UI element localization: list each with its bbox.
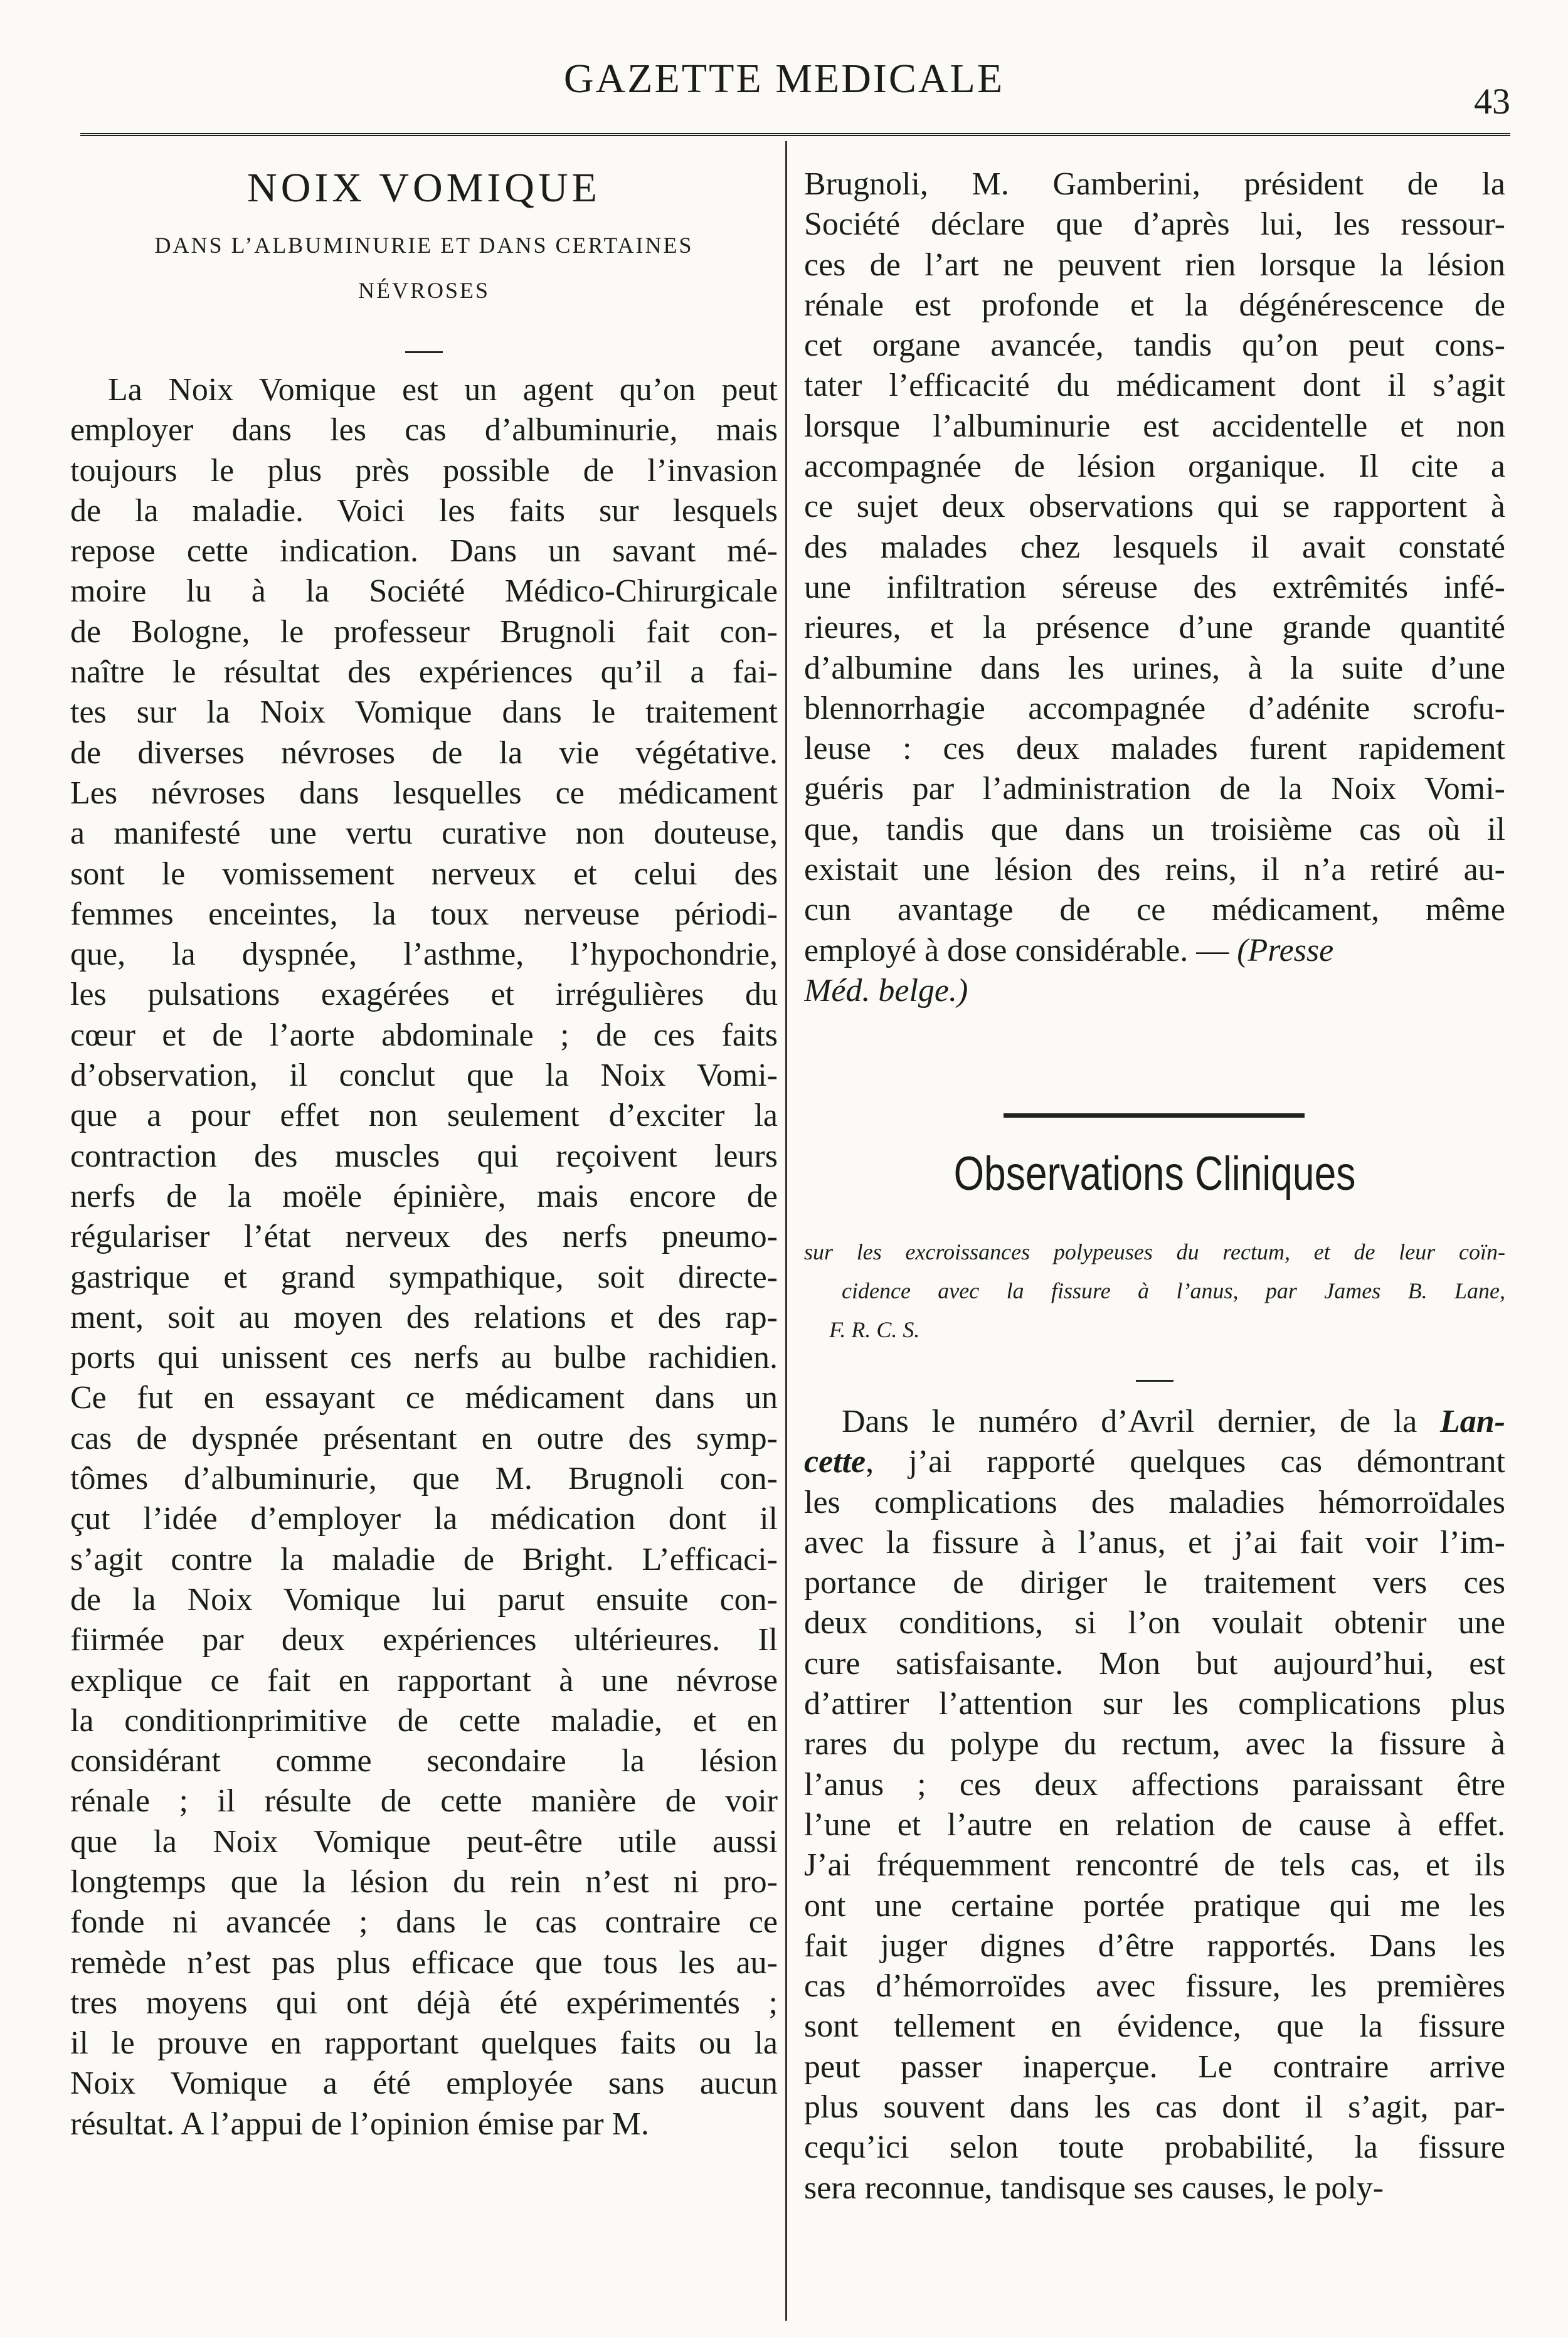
text-line: sur les excroissances polypeuses du rectum, et de leur coïn-	[804, 1239, 1505, 1264]
text-line: repose cette indication. Dans un savant mé-	[70, 533, 778, 570]
text-line: La Noix Vomique est un agent qu’on peut	[108, 372, 778, 408]
text-line: guéris par l’administration de la Noix Vomi-	[804, 771, 1505, 807]
text-line: de diverses névroses de la vie végétative.	[70, 734, 778, 771]
text-line: F. R. C. S.	[829, 1317, 920, 1342]
text-line: rénale est profonde et la dégénérescence de	[804, 287, 1505, 323]
header-rule	[80, 133, 1510, 136]
text-line: ment, soit au moyen des relations et des rap-	[70, 1299, 778, 1335]
text-line: gastrique et grand sympathique, soit directe-	[70, 1259, 778, 1295]
text-line	[804, 1442, 1505, 1482]
text-line: avec la fissure à l’anus, et j’ai fait voir l’im-	[804, 1524, 1505, 1561]
text-line: l’anus ; ces deux affections paraissant être	[804, 1766, 1505, 1803]
text-line: cet organe avancée, tandis qu’on peut cons-	[804, 327, 1505, 364]
text-line: ces de l’art ne peuvent rien lorsque la lésion	[804, 246, 1505, 283]
text-line: Les névroses dans lesquelles ce médicament	[70, 775, 778, 811]
text-line: sont le vomissement nerveux et celui des	[70, 856, 778, 892]
text-line: fonde ni avancée ; dans le cas contraire ce	[70, 1904, 778, 1941]
text-line: explique ce fait en rapportant à une névrose	[70, 1662, 778, 1698]
section-dash	[405, 351, 443, 353]
text-line: s’agit contre la maladie de Bright. L’efficaci-	[70, 1541, 778, 1577]
text-line: portance de diriger le traitement vers ces	[804, 1565, 1505, 1601]
text-line: femmes enceintes, la toux nerveuse périodi-	[70, 896, 778, 932]
text-line: blennorrhagie accompagnée d’adénite scrofu-	[804, 690, 1505, 726]
text-line: ports qui unissent ces nerfs au bulbe rachidien.	[70, 1340, 778, 1376]
text-line: tes sur la Noix Vomique dans le traitement	[70, 694, 778, 731]
text-line: tres moyens qui ont déjà été expérimentés ;	[70, 1985, 778, 2021]
citation-italic: (Presse	[1237, 932, 1334, 968]
text-line: d’albumine dans les urines, à la suite d’une	[804, 650, 1505, 686]
text-line: Brugnoli, M. Gamberini, président de la	[804, 166, 1505, 202]
text-line: les pulsations exagérées et irrégulières du	[70, 977, 778, 1013]
section-dash-2	[1136, 1380, 1173, 1382]
journal-title: GAZETTE MEDICALE	[563, 56, 1005, 102]
section-separator-rule	[1004, 1113, 1305, 1118]
text-line: toujours le plus près possible de l’invasion	[70, 452, 778, 489]
text-line: rares du polype du rectum, avec la fissure à	[804, 1726, 1505, 1762]
text-line: les complications des maladies hémorroïdales	[804, 1484, 1505, 1520]
text-line: de la Noix Vomique lui parut ensuite con-	[70, 1581, 778, 1618]
text-line: Ce fut en essayant ce médicament dans un	[70, 1380, 778, 1416]
article-subtitle	[804, 1232, 1505, 1349]
text-line: çut l’idée d’employer la médication dont il	[70, 1501, 778, 1537]
text-line: cas de dyspnée présentant en outre des symp-	[70, 1420, 778, 1456]
text-line: longtemps que la lésion du rein n’est ni pro-	[70, 1863, 778, 1900]
text-line: rénale ; il résulte de cette manière de voir	[70, 1783, 778, 1820]
text-line: régulariser l’état nerveux des nerfs pneumo-	[70, 1219, 778, 1255]
text-line: peut passer inaperçue. Le contraire arrive	[804, 2048, 1505, 2085]
text-line	[804, 931, 1505, 971]
text-line: que, la dyspnée, l’asthme, l’hypochondrie,	[70, 936, 778, 973]
text-line: cun avantage de ce médicament, même	[804, 892, 1505, 928]
text-line: naître le résultat des expériences qu’il a fai-	[70, 654, 778, 691]
text-line: nerfs de la moële épinière, mais encore de	[70, 1178, 778, 1214]
text-line: deux conditions, si l’on voulait obtenir une	[804, 1605, 1505, 1641]
text-line: fait juger dignes d’être rapportés. Dans les	[804, 1927, 1505, 1964]
text-line: il le prouve en rapportant quelques faits ou la	[70, 2025, 778, 2062]
text-line: cas d’hémorroïdes avec fissure, les premières	[804, 1968, 1505, 2005]
text-line: Société déclare que d’après lui, les ressour-	[804, 206, 1505, 243]
text-line: tater l’efficacité du médicament dont il s’agit	[804, 368, 1505, 404]
text-line: J’ai fréquemment rencontré de tels cas, et ils	[804, 1847, 1505, 1884]
text-line: de la maladie. Voici les faits sur lesquels	[70, 492, 778, 529]
text-line: ont une certaine portée pratique qui me les	[804, 1887, 1505, 1924]
article-title-observations-cliniques: Observations Cliniques	[953, 1147, 1356, 1200]
left-column-body	[70, 370, 778, 2144]
text-line: résultat. A l’appui de l’opinion émise par M.	[70, 2106, 649, 2142]
text-line: employer dans les cas d’albuminurie, mais	[70, 412, 778, 448]
text-line: ce sujet deux observations qui se rapportent à	[804, 489, 1505, 525]
text-line: cidence avec la fissure à l’anus, par James B. Lane,	[842, 1278, 1505, 1303]
text-line	[804, 1402, 1505, 1442]
text-line: des malades chez lesquels il avait constaté	[804, 529, 1505, 565]
text-line: leuse : ces deux malades furent rapidement	[804, 731, 1505, 767]
text-line: considérant comme secondaire la lésion	[70, 1743, 778, 1779]
article-title-noix-vomique: NOIX VOMIQUE	[247, 165, 601, 211]
text-line: l’une et l’autre en relation de cause à effet.	[804, 1806, 1505, 1843]
text-line: lorsque l’albuminurie est accidentelle et non	[804, 408, 1505, 444]
right-column-continuation	[804, 164, 1505, 1011]
text-line: plus souvent dans les cas dont il s’agit, par-	[804, 2089, 1505, 2126]
page-number: 43	[1474, 81, 1510, 122]
text-line	[804, 971, 1505, 1011]
journal-name-italic: Lan-	[1440, 1404, 1505, 1439]
text-line: Noix Vomique a été employée sans aucun	[70, 2065, 778, 2102]
text-line: accompagnée de lésion organique. Il cite a	[804, 448, 1505, 485]
text-line: la conditionprimitive de cette maladie, et en	[70, 1702, 778, 1739]
column-divider	[785, 141, 787, 2321]
text-fragment: , j’ai rapporté quelques cas démontrant	[866, 1444, 1505, 1480]
text-line: que la Noix Vomique peut-être utile aussi	[70, 1823, 778, 1860]
text-line: que, tandis que dans un troisième cas où il	[804, 811, 1505, 847]
journal-name-italic: cette	[804, 1444, 866, 1480]
text-line: tômes d’albuminurie, que M. Brugnoli con-	[70, 1461, 778, 1497]
text-line: sera reconnue, tandisque ses causes, le poly-	[804, 2170, 1384, 2206]
article-subtitle-line-2: NÉVROSES	[358, 278, 490, 303]
text-line: d’observation, il conclut que la Noix Vomi-	[70, 1057, 778, 1094]
text-fragment: Dans le numéro d’Avril dernier, de la	[842, 1404, 1417, 1439]
text-line: sont tellement en évidence, que la fissure	[804, 2008, 1505, 2045]
right-column-article-body	[804, 1402, 1505, 2208]
text-fragment: employé à dose considérable. —	[804, 932, 1229, 968]
text-line: moire lu à la Société Médico-Chirurgicale	[70, 573, 778, 610]
text-line: a manifesté une vertu curative non douteuse,	[70, 815, 778, 852]
text-line: contraction des muscles qui reçoivent leurs	[70, 1138, 778, 1174]
text-line: cure satisfaisante. Mon but aujourd’hui, est	[804, 1645, 1505, 1682]
text-line: remède n’est pas plus efficace que tous les au-	[70, 1944, 778, 1981]
text-line: fiirmée par deux expériences ultérieures. Il	[70, 1622, 778, 1658]
text-line: rieures, et la présence d’une grande quantité	[804, 610, 1505, 646]
citation-source: Méd. belge.)	[804, 972, 968, 1009]
text-line: de Bologne, le professeur Brugnoli fait con-	[70, 613, 778, 650]
text-line: cequ’ici selon toute probabilité, la fissure	[804, 2129, 1505, 2166]
text-line: que a pour effet non seulement d’exciter la	[70, 1098, 778, 1134]
text-line: d’attirer l’attention sur les complications plus	[804, 1686, 1505, 1722]
text-line: une infiltration séreuse des extrêmités infé-	[804, 569, 1505, 605]
text-line: existait une lésion des reins, il n’a retiré au-	[804, 852, 1505, 888]
article-subtitle-line-1: DANS L’ALBUMINURIE ET DANS CERTAINES	[154, 233, 694, 258]
text-line: cœur et de l’aorte abdominale ; de ces faits	[70, 1017, 778, 1053]
